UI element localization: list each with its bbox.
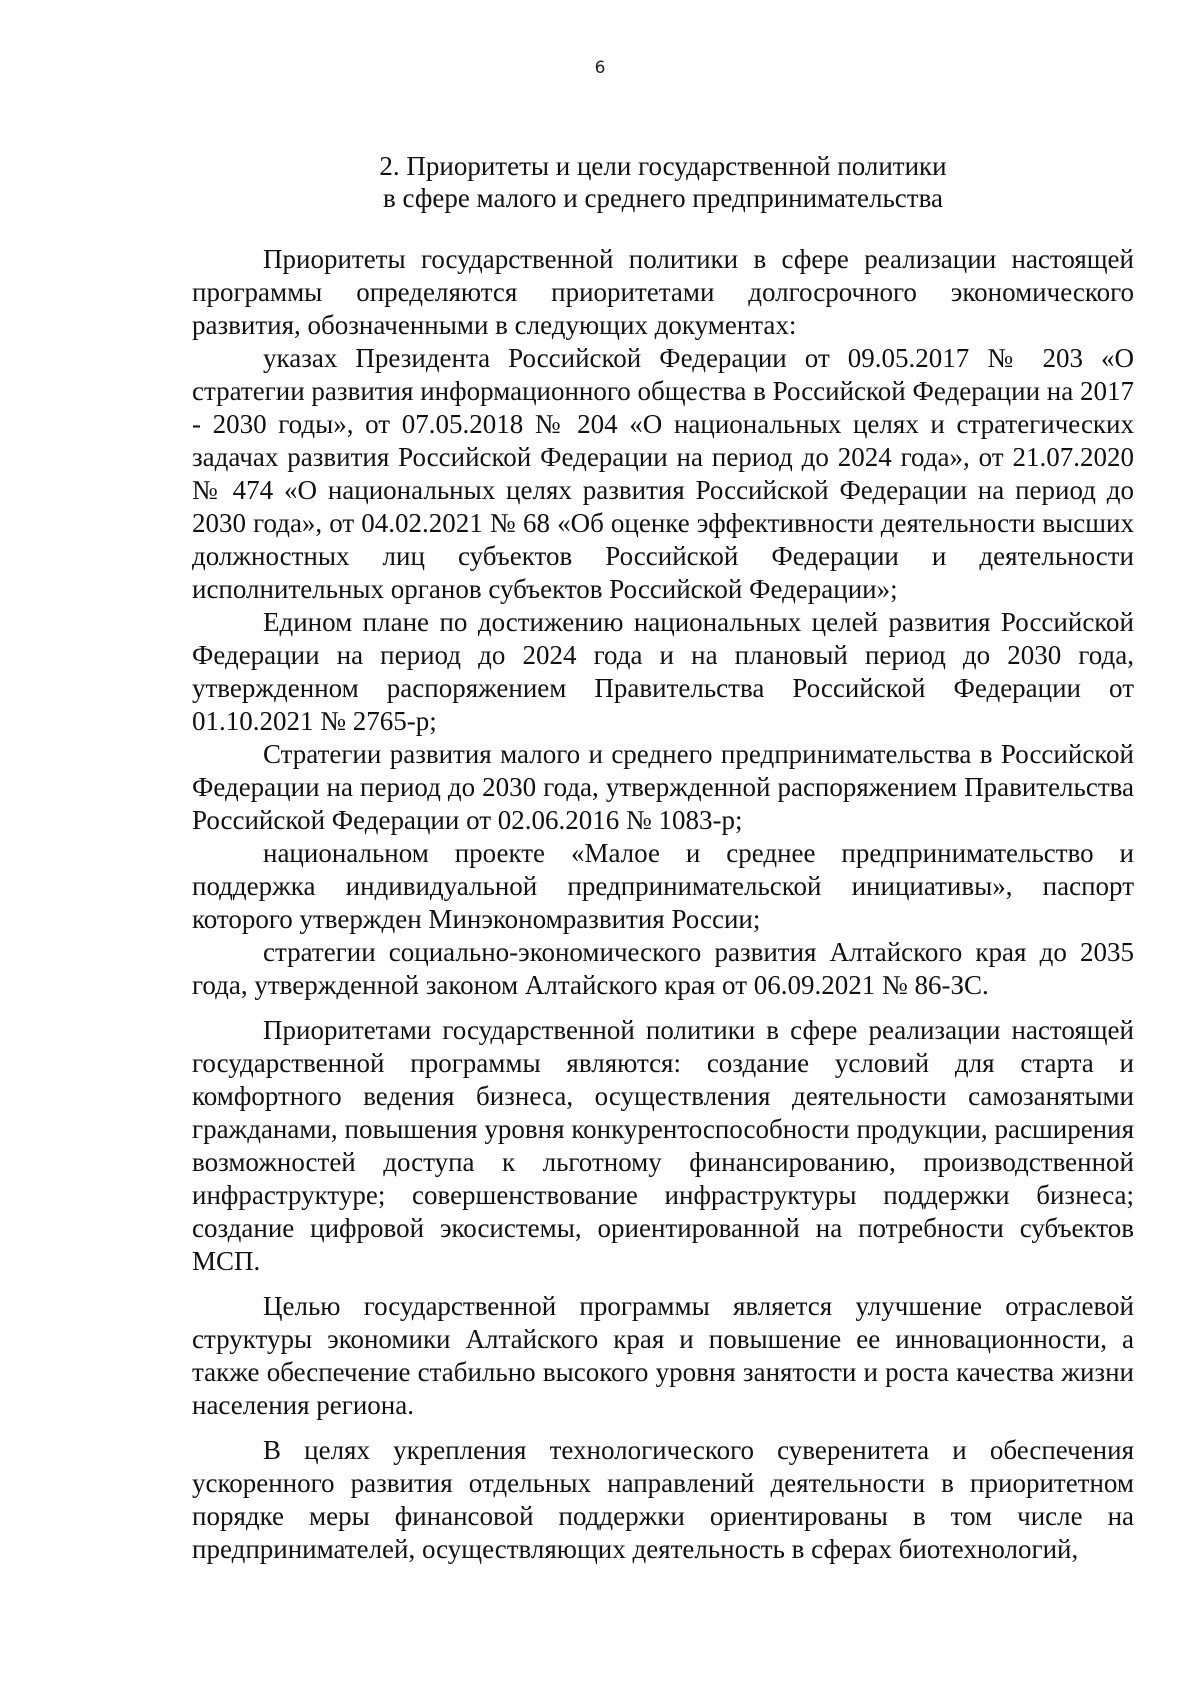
paragraph-program-goal: Целью государственной программы является улучшение отраслевой структуры экономики Алтайского края и повышение ее инновационности, а также обеспечение стабильно высокого уровня занятости и роста качества жизни населения региона.: [192, 1291, 1134, 1420]
paragraph-national-project: национальном проекте «Малое и среднее предпринимательство и поддержка индивидуальной предпринимательской инициативы», паспорт которого утвержден Минэкономразвития России;: [192, 838, 1134, 934]
page-number: 6: [594, 58, 606, 78]
section-heading-line-2: в сфере малого и среднего предпринимательства: [383, 183, 943, 213]
paragraph-regional-strategy: стратегии социально-экономического развития Алтайского края до 2035 года, утвержденной законом Алтайского края от 06.09.2021 № 86-ЗС.: [192, 937, 1134, 1000]
paragraph-priorities-intro: Приоритеты государственной политики в сфере реализации настоящей программы определяются приоритетами долгосрочного экономического развития, обозначенными в следующих документах:: [192, 244, 1134, 340]
section-heading-line-1: 2. Приоритеты и цели государственной политики: [379, 151, 947, 181]
paragraph-sme-strategy: Стратегии развития малого и среднего предпринимательства в Российской Федерации на период до 2030 года, утвержденной распоряжением Правительства Российской Федерации от 02.06.2016 № 1083-р;: [192, 739, 1134, 835]
document-body: [192, 243, 1134, 1566]
paragraph-presidential-decrees: указах Президента Российской Федерации от 09.05.2017 № 203 «О стратегии развития информационного общества в Российской Федерации на 2017 - 2030 годы», от 07.05.2018 № 204 «О национальных целях и стратегических задачах развития Российской Федерации на период до 2024 года», от 21.07.2020 № 474 «О национальных целях развития Российской Федерации на период до 2030 года», от 04.02.2021 № 68 «Об оценке эффективности деятельности высших должностных лиц субъектов Российской Федерации и деятельности исполнительных органов субъектов Российской Федерации»;: [192, 343, 1134, 604]
paragraph-policy-priorities: Приоритетами государственной политики в сфере реализации настоящей государственной программы являются: создание условий для старта и комфортного ведения бизнеса, осуществления деятельности самозанятыми гражданами, повышения уровня конкурентоспособности продукции, расширения возможностей доступа к льготному финансированию, производственной инфраструктуре; совершенствование инфраструктуры поддержки бизнеса; создание цифровой экосистемы, ориентированной на потребности субъектов МСП.: [192, 1015, 1134, 1276]
section-heading: [192, 150, 1134, 214]
paragraph-technological-sovereignty: В целях укрепления технологического суверенитета и обеспечения ускоренного развития отдельных направлений деятельности в приоритетном порядке меры финансовой поддержки ориентированы в том числе на предпринимателей, осуществляющих деятельность в сферах биотехнологий,: [192, 1435, 1134, 1564]
paragraph-unified-plan: Едином плане по достижению национальных целей развития Российской Федерации на период до 2024 года и на плановый период до 2030 года, утвержденном распоряжением Правительства Российской Федерации от 01.10.2021 № 2765-р;: [192, 607, 1134, 736]
